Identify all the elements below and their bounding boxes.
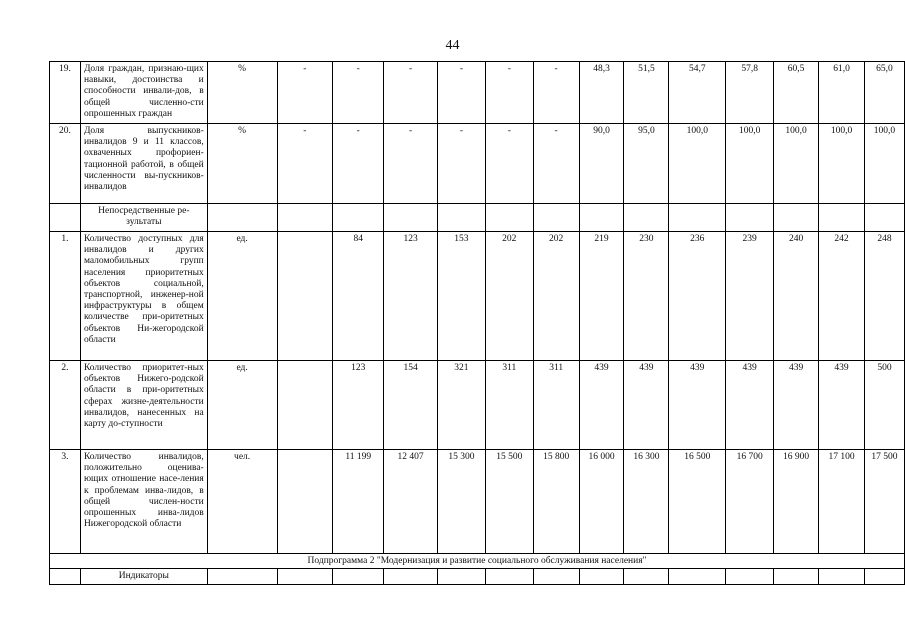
empty-cell — [864, 204, 904, 232]
empty-cell — [50, 204, 81, 232]
value-cell: 439 — [624, 361, 669, 450]
value-cell: - — [277, 62, 333, 124]
value-cell: 61,0 — [819, 62, 865, 124]
empty-cell — [579, 569, 624, 585]
row-number: 3. — [50, 450, 81, 554]
value-cell: 16 300 — [624, 450, 669, 554]
empty-cell — [485, 204, 533, 232]
value-cell: 219 — [579, 232, 624, 361]
value-cell: 15 800 — [533, 450, 579, 554]
row-number: 19. — [50, 62, 81, 124]
value-cell: 239 — [726, 232, 774, 361]
empty-cell — [624, 204, 669, 232]
value-cell: 51,5 — [624, 62, 669, 124]
empty-cell — [533, 204, 579, 232]
value-cell: 439 — [579, 361, 624, 450]
value-cell: 60,5 — [774, 62, 819, 124]
value-cell: 500 — [864, 361, 904, 450]
value-cell: 100,0 — [819, 124, 865, 204]
empty-cell — [819, 204, 865, 232]
value-cell: 100,0 — [726, 124, 774, 204]
value-cell: 154 — [384, 361, 438, 450]
empty-cell — [774, 569, 819, 585]
value-cell: 12 407 — [384, 450, 438, 554]
table-row — [50, 361, 905, 450]
value-cell: 100,0 — [864, 124, 904, 204]
value-cell: - — [485, 62, 533, 124]
value-cell: 48,3 — [579, 62, 624, 124]
empty-cell — [624, 569, 669, 585]
value-cell: 311 — [485, 361, 533, 450]
empty-cell — [437, 569, 485, 585]
value-cell: 439 — [819, 361, 865, 450]
unit-cell: чел. — [207, 450, 277, 554]
empty-cell — [726, 569, 774, 585]
value-cell: 15 500 — [485, 450, 533, 554]
empty-cell — [669, 569, 726, 585]
empty-cell — [579, 204, 624, 232]
empty-cell — [819, 569, 865, 585]
empty-cell — [277, 450, 333, 554]
value-cell: 16 900 — [774, 450, 819, 554]
value-cell: 16 000 — [579, 450, 624, 554]
empty-cell — [437, 204, 485, 232]
page-number: 44 — [445, 38, 460, 53]
row-number: 2. — [50, 361, 81, 450]
value-cell: 153 — [437, 232, 485, 361]
value-cell: 439 — [669, 361, 726, 450]
indicator-name: Доля выпускников-инвалидов 9 и 11 классов, охваченных профориен-тационной работой, в общей численности вы-пускников-инвалидов — [80, 124, 207, 204]
value-cell: 100,0 — [669, 124, 726, 204]
table-row — [50, 450, 905, 554]
value-cell: 95,0 — [624, 124, 669, 204]
value-cell: - — [437, 62, 485, 124]
empty-cell — [726, 204, 774, 232]
unit-cell: % — [207, 62, 277, 124]
value-cell: - — [485, 124, 533, 204]
value-cell: 230 — [624, 232, 669, 361]
section-heading: Индикаторы — [80, 569, 207, 585]
value-cell: 90,0 — [579, 124, 624, 204]
value-cell: 439 — [726, 361, 774, 450]
value-cell: 311 — [533, 361, 579, 450]
value-cell: 236 — [669, 232, 726, 361]
value-cell: - — [533, 124, 579, 204]
unit-cell: % — [207, 124, 277, 204]
value-cell: - — [277, 124, 333, 204]
value-cell: 65,0 — [864, 62, 904, 124]
value-cell: 439 — [774, 361, 819, 450]
value-cell: 16 500 — [669, 450, 726, 554]
value-cell: 123 — [333, 361, 384, 450]
empty-cell — [533, 569, 579, 585]
value-cell: 240 — [774, 232, 819, 361]
empty-cell — [774, 204, 819, 232]
table-row — [50, 124, 905, 204]
indicator-name: Доля граждан, признаю-щих навыки, достоинства и способности инвали-дов, в общей численно-сти опрошенных граждан — [80, 62, 207, 124]
empty-cell — [384, 569, 438, 585]
value-cell: - — [533, 62, 579, 124]
unit-cell: ед. — [207, 232, 277, 361]
empty-cell — [277, 361, 333, 450]
indicator-name: Количество инвалидов, положительно оценива-ющих отношение насе-ления к проблемам инва-лидов, в общей числен-ности опрошенных инва-лидов Нижегородской области — [80, 450, 207, 554]
value-cell: 54,7 — [669, 62, 726, 124]
empty-cell — [277, 204, 333, 232]
value-cell: - — [437, 124, 485, 204]
table-row — [50, 554, 905, 569]
unit-cell: ед. — [207, 361, 277, 450]
value-cell: - — [333, 124, 384, 204]
indicator-name: Количество приоритет-ных объектов Нижего-родской области в при-оритетных сферах жизне-деятельности инвалидов, нанесенных на карту до-ступности — [80, 361, 207, 450]
table-row — [50, 62, 905, 124]
table-row — [50, 232, 905, 361]
value-cell: 123 — [384, 232, 438, 361]
value-cell: 242 — [819, 232, 865, 361]
empty-cell — [207, 569, 277, 585]
value-cell: - — [384, 124, 438, 204]
empty-cell — [277, 232, 333, 361]
value-cell: 202 — [485, 232, 533, 361]
value-cell: 84 — [333, 232, 384, 361]
value-cell: 248 — [864, 232, 904, 361]
empty-cell — [864, 569, 904, 585]
value-cell: 15 300 — [437, 450, 485, 554]
empty-cell — [384, 204, 438, 232]
empty-cell — [207, 204, 277, 232]
value-cell: 16 700 — [726, 450, 774, 554]
empty-cell — [669, 204, 726, 232]
section-heading: Непосредственные ре-зультаты — [80, 204, 207, 232]
value-cell: 17 500 — [864, 450, 904, 554]
value-cell: 202 — [533, 232, 579, 361]
row-number: 20. — [50, 124, 81, 204]
value-cell: - — [384, 62, 438, 124]
indicator-name: Количество доступных для инвалидов и других маломобильных групп населения приоритетных объектов социальной, транспортной, инженер-ной инфраструктуры в общем количестве при-оритетных объектов Ни-жегородской области — [80, 232, 207, 361]
value-cell: 57,8 — [726, 62, 774, 124]
indicators-table — [49, 61, 905, 585]
subprogram-heading: Подпрограмма 2 "Модернизация и развитие социального обслуживания населения" — [50, 554, 905, 569]
empty-cell — [485, 569, 533, 585]
value-cell: 11 199 — [333, 450, 384, 554]
value-cell: 321 — [437, 361, 485, 450]
table-row — [50, 204, 905, 232]
table-row — [50, 569, 905, 585]
empty-cell — [277, 569, 333, 585]
value-cell: 17 100 — [819, 450, 865, 554]
empty-cell — [333, 569, 384, 585]
value-cell: - — [333, 62, 384, 124]
empty-cell — [50, 569, 81, 585]
value-cell: 100,0 — [774, 124, 819, 204]
empty-cell — [333, 204, 384, 232]
row-number: 1. — [50, 232, 81, 361]
